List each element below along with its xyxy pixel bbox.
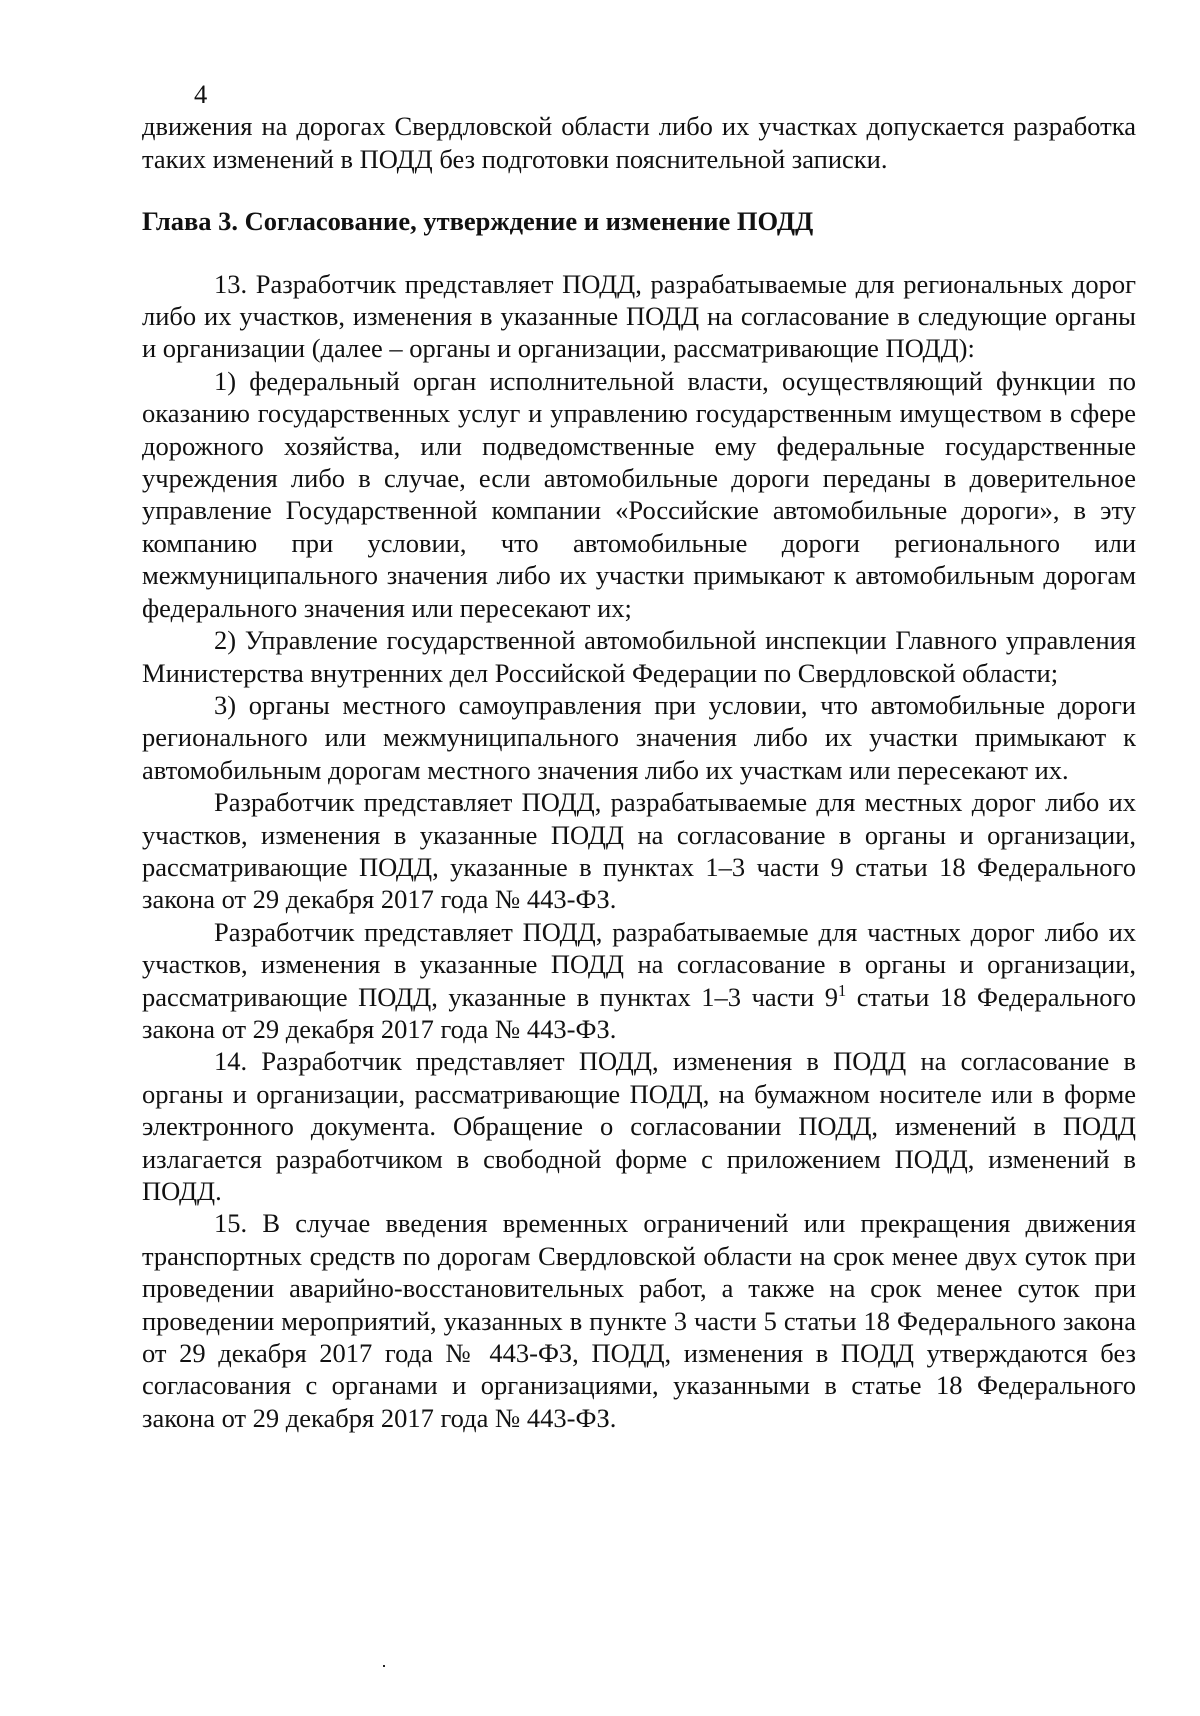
paragraph-13-intro: 13. Разработчик представляет ПОДД, разрабатываемые для региональных дорог либо их участков, изменения в указанные ПОДД на согласование в следующие органы и организации (далее – органы и организации, рассматривающие ПОДД): xyxy=(142,268,1136,364)
superscript-mark: 1 xyxy=(838,980,847,1000)
paragraph-13-item-1: 1) федеральный орган исполнительной власти, осуществляющий функции по оказанию государственных услуг и управлению государственным имуществом в сфере дорожного хозяйства, или подведомственные ему федеральные государственные учреждения либо в случае, если автомобильные дороги переданы в доверительное управление Государственной компании «Российские автомобильные дороги», в эту компанию при условии, что автомобильные дороги регионального или межмуниципального значения либо их участки примыкают к автомобильным дорогам федерального значения или пересекают их; xyxy=(142,365,1136,623)
scan-speck xyxy=(383,1665,385,1667)
paragraph-15: 15. В случае введения временных ограничений или прекращения движения транспортных средств по дорогам Свердловской области на срок менее двух суток при проведении аварийно-восстановительных работ, а также на срок менее суток при проведении мероприятий, указанных в пункте 3 части 5 статьи 18 Федерального закона от 29 декабря 2017 года № 443-ФЗ, ПОДД, изменения в ПОДД утверждаются без согласования с органами и организациями, указанными в статье 18 Федерального закона от 29 декабря 2017 года № 443-ФЗ. xyxy=(142,1208,1136,1433)
paragraph-13-item-2: 2) Управление государственной автомобильной инспекции Главного управления Министерства внутренних дел Российской Федерации по Свердловской области; xyxy=(142,625,1136,688)
document-page xyxy=(142,78,1136,1434)
paragraph-13-private-roads xyxy=(142,916,1136,1046)
continuation-paragraph: движения на дорогах Свердловской области либо их участках допускается разработка таких изменений в ПОДД без подготовки пояснительной записки. xyxy=(142,111,1136,174)
paragraph-13-local-roads: Разработчик представляет ПОДД, разрабатываемые для местных дорог либо их участков, изменения в указанные ПОДД на согласование в органы и организации, рассматривающие ПОДД, указанные в пунктах 1–3 части 9 статьи 18 Федерального закона от 29 декабря 2017 года № 443-ФЗ. xyxy=(142,787,1136,915)
paragraph-14: 14. Разработчик представляет ПОДД, изменения в ПОДД на согласование в органы и организации, рассматривающие ПОДД, на бумажном носителе или в форме электронного документа. Обращение о согласовании ПОДД, изменений в ПОДД излагается разработчиком в свободной форме с приложением ПОДД, изменений в ПОДД. xyxy=(142,1046,1136,1206)
chapter-heading: Глава 3. Согласование, утверждение и изменение ПОДД xyxy=(142,206,814,237)
page-number: 4 xyxy=(194,79,208,109)
private-roads-text: Разработчик представляет ПОДД, разрабатываемые для частных дорог либо их участков, изменения в указанные ПОДД на согласование в органы и организации, рассматривающие ПОДД, указанные в пунктах 1–3 части 9 xyxy=(142,916,1136,1012)
private-roads-text-end: статьи 18 Федерального закона от 29 декабря 2017 года № 443-ФЗ. xyxy=(142,981,1136,1044)
paragraph-13-item-3: 3) органы местного самоуправления при условии, что автомобильные дороги регионального или межмуниципального значения либо их участки примыкают к автомобильным дорогам местного значения либо их участкам или пересекают их. xyxy=(142,689,1136,785)
